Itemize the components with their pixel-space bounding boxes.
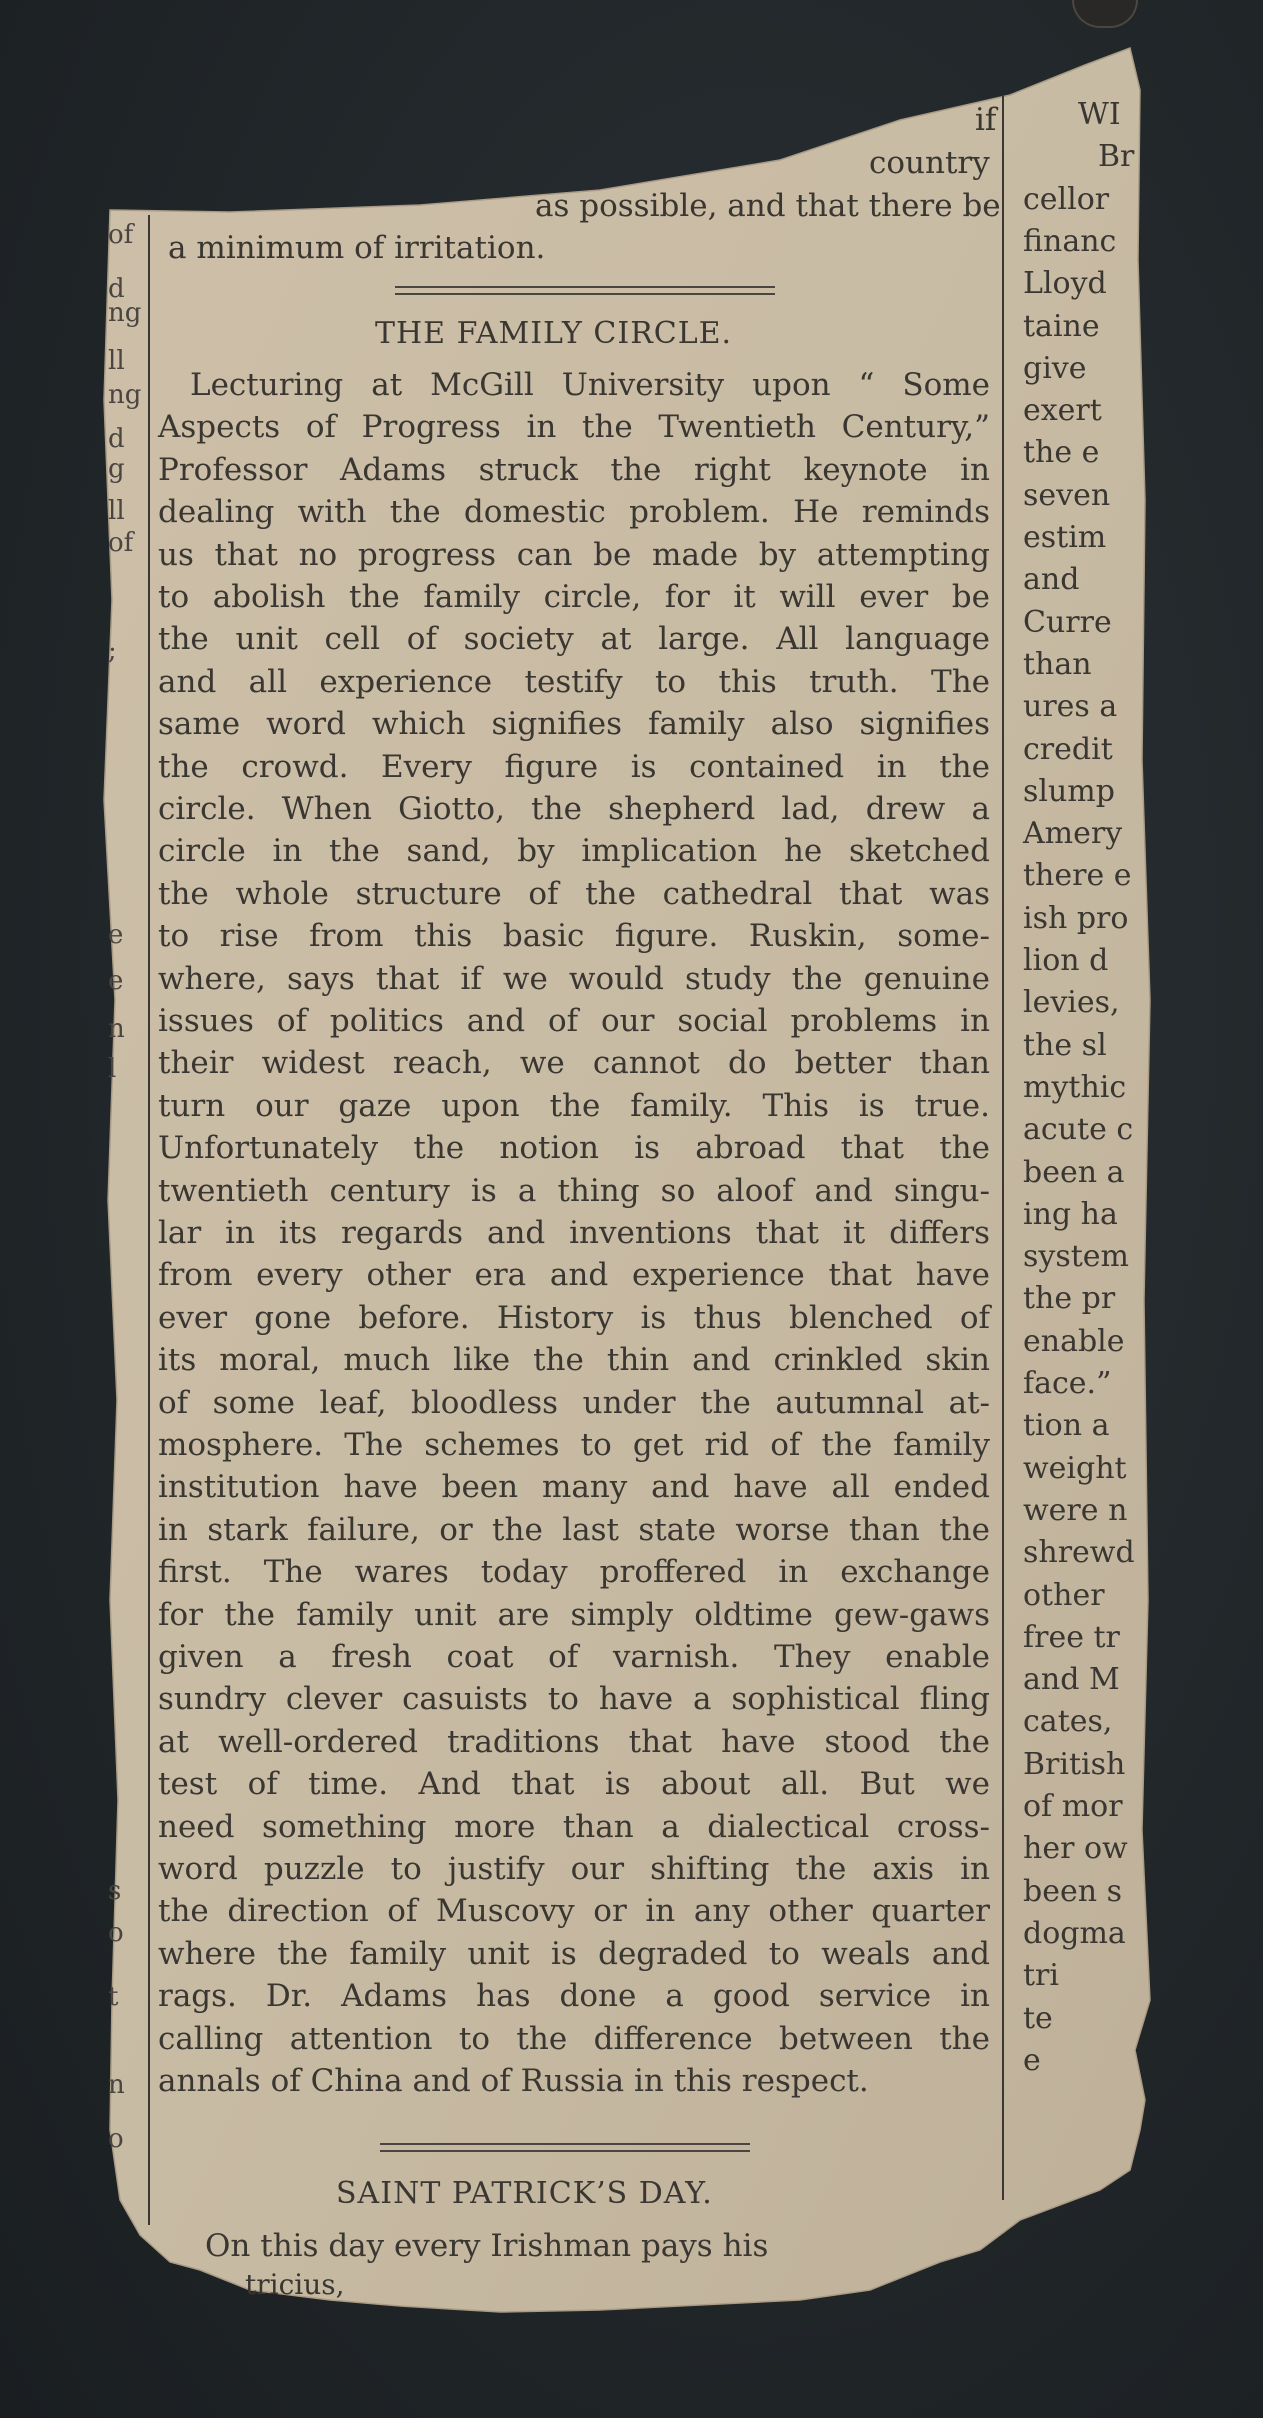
body-line: where, says that if we would study the genuine [158,960,990,997]
right-column-line: her ow [1023,1831,1128,1867]
right-column-line: slump [1023,773,1115,809]
right-column-line: face.” [1023,1366,1112,1401]
right-column-line: free tr [1023,1619,1120,1655]
right-column-line: seven [1023,477,1111,513]
right-column-line: shrewd [1023,1535,1135,1571]
left-column-fragment: ; [108,636,117,666]
right-column-line: system [1023,1239,1129,1275]
right-column-line: the e [1023,435,1100,471]
body-line: mosphere. The schemes to get rid of the family [158,1427,990,1463]
right-column-line: enable [1023,1323,1125,1359]
body-line: in stark failure, or the last state worse than the [158,1511,990,1548]
right-column-line: other [1023,1577,1105,1613]
right-column-line: Br [1098,139,1135,175]
right-column-line: of mor [1023,1789,1123,1824]
body-line: Unfortunately the notion is abroad that the [158,1130,990,1167]
left-column-fragment: e [108,920,124,950]
left-column-fragment: d [108,424,125,454]
body-line: Aspects of Progress in the Twentieth Century,” [158,409,990,446]
right-column-line: levies, [1023,985,1120,1021]
left-column-fragment: g [108,454,125,484]
body-line: for the family unit are simply oldtime gew-gaws [158,1596,990,1633]
prev-tail-2: country [869,145,990,181]
right-column-line: financ [1023,223,1117,259]
separator-rule-top [395,286,775,295]
body-line: issues of politics and of our social problems in [158,1003,990,1039]
left-column-fragment: of [108,528,134,558]
left-column-fragment: t [108,1982,119,2012]
saint-patrick-line-1: On this day every Irishman pays his [205,2228,769,2264]
separator-rule-bottom [380,2143,750,2152]
right-column-line: exert [1023,393,1102,429]
right-column-line: ish pro [1023,900,1129,936]
left-column-fragment: ng [108,298,142,328]
right-column-line: the sl [1023,1027,1107,1063]
right-column-line: te [1023,2000,1053,2036]
body-line: need something more than a dialectical cross- [158,1808,990,1845]
left-column-fragment: l [108,1054,117,1084]
right-column-line: ing ha [1023,1196,1118,1232]
right-column-line: Curre [1023,604,1112,640]
body-line: calling attention to the difference between the [158,2020,990,2057]
left-column-fragment: ll [108,496,125,526]
right-column-line: acute c [1023,1112,1134,1148]
left-column-rule [148,215,150,2225]
left-column-fragment: of [108,220,134,250]
saint-patrick-line-2: tricius, [245,2268,345,2301]
right-column-line: been a [1023,1154,1125,1190]
right-column-line: estim [1023,520,1107,555]
right-column-line: tri [1023,1958,1059,1994]
left-column-fragment: d [108,274,125,304]
right-column-line: ures a [1023,689,1118,725]
body-line: its moral, much like the thin and crinkled skin [158,1342,990,1379]
right-column-line: Lloyd [1023,266,1107,302]
body-line: from every other era and experience that have [158,1257,990,1294]
body-line: of some leaf, bloodless under the autumnal at- [158,1384,990,1421]
body-line: ever gone before. History is thus blenched of [158,1299,990,1336]
left-column-fragment: ll [108,346,125,376]
right-column-line: WI [1078,97,1121,132]
body-line: given a fresh coat of varnish. They enable [158,1639,990,1675]
right-column-line: tion a [1023,1408,1110,1444]
right-column-line: been s [1023,1873,1122,1909]
body-line: first. The wares today proffered in exchange [158,1554,990,1591]
right-column-line: taine [1023,308,1100,344]
prev-tail-1: if [975,102,997,138]
right-column-line: and M [1023,1662,1120,1698]
right-column-line: credit [1023,731,1113,767]
body-line: circle in the sand, by implication he sketched [158,833,990,870]
left-column-fragment: s [108,1876,122,1906]
left-column-fragment: e [108,966,124,996]
body-line: lar in its regards and inventions that it differs [158,1215,990,1251]
right-column-line: dogma [1023,1915,1126,1951]
right-column-line: were n [1023,1492,1128,1528]
left-column-fragment: o [108,1918,124,1948]
body-line: to abolish the family circle, for it will ever be [158,579,990,615]
right-column-line: British [1023,1746,1126,1782]
body-line: the unit cell of society at large. All language [158,621,990,658]
body-line: sundry clever casuists to have a sophistical fling [158,1681,990,1718]
right-column-line: e [1023,2042,1041,2078]
left-column-fragment: n [108,2070,125,2100]
prev-tail-4: a minimum of irritation. [168,230,546,266]
left-column-fragment: o [108,2124,124,2154]
right-column-line: lion d [1023,943,1109,978]
body-line: Lecturing at McGill University upon “ Some [190,367,990,403]
right-column-line: cellor [1023,181,1110,217]
body-line: test of time. And that is about all. But we [158,1766,990,1803]
body-line: annals of China and of Russia in this respect. [158,2063,869,2099]
body-line: to rise from this basic figure. Ruskin, some- [158,918,990,955]
body-line: twentieth century is a thing so aloof and singu- [158,1172,990,1209]
right-column-line: mythic [1023,1069,1127,1105]
right-column-line: and [1023,562,1080,598]
body-line: turn our gaze upon the family. This is true. [158,1087,990,1124]
body-line: the crowd. Every figure is contained in the [158,748,990,785]
article-heading-family-circle: THE FAMILY CIRCLE. [375,316,733,351]
right-column-line: than [1023,646,1092,682]
right-column-line: the pr [1023,1281,1116,1317]
body-line: same word which signifies family also signifies [158,706,990,743]
right-column-line: cates, [1023,1704,1113,1740]
body-line: the whole structure of the cathedral that was [158,875,990,912]
body-line: the direction of Muscovy or in any other quarter [158,1893,990,1930]
right-column-line: weight [1023,1450,1127,1486]
body-line: at well-ordered traditions that have stood the [158,1723,990,1760]
right-column-line: there e [1023,858,1132,894]
body-line: and all experience testify to this truth. The [158,663,990,700]
body-line: circle. When Giotto, the shepherd lad, drew a [158,791,990,827]
body-line: their widest reach, we cannot do better than [158,1045,990,1082]
prev-tail-3: as possible, and that there be [535,188,1001,224]
body-line: institution have been many and have all ended [158,1469,990,1506]
body-line: word puzzle to justify our shifting the axis in [158,1851,990,1887]
right-column-line: give [1023,350,1087,386]
body-line: us that no progress can be made by attempting [158,536,990,573]
body-line: dealing with the domestic problem. He reminds [158,494,990,531]
body-line: Professor Adams struck the right keynote in [158,451,990,488]
right-column-rule [1002,95,1004,2200]
article-heading-saint-patrick: SAINT PATRICK’S DAY. [336,2176,713,2211]
left-column-fragment: ng [108,380,142,410]
right-column-line: Amery [1023,816,1123,852]
left-column-fragment: n [108,1014,125,1044]
body-line: rags. Dr. Adams has done a good service in [158,1978,990,2015]
body-line: where the family unit is degraded to weals and [158,1935,990,1972]
